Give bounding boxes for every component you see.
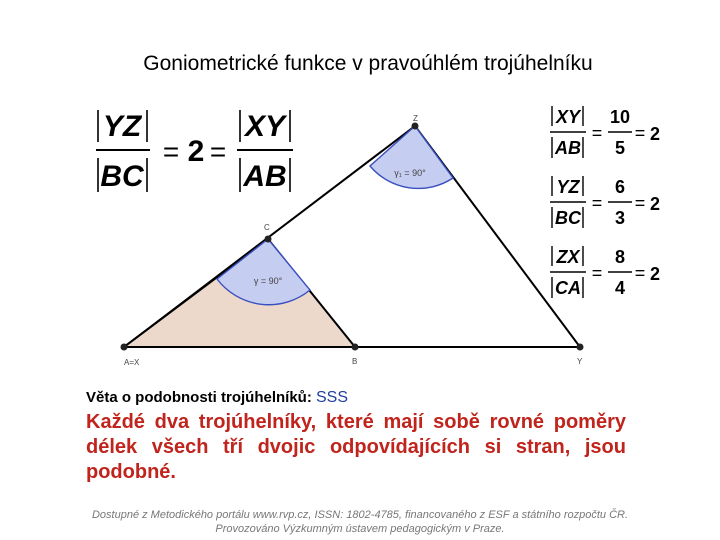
ratio-result: 2 <box>650 124 661 144</box>
big-ratio-left-numerator: YZ <box>102 110 142 143</box>
point-y-label: Y <box>577 357 583 366</box>
footer-line-1: Dostupné z Metodického portálu www.rvp.cz, ISSN: 1802-4785, financovaného z ESF a státního rozpočtu ČR. <box>91 509 629 521</box>
ratio-equals: = <box>634 263 646 283</box>
theorem-label: Věta o podobnosti trojúhelníků: <box>86 389 312 406</box>
big-ratio-right-numerator: XY <box>244 110 286 143</box>
ratio-numerator-value: 10 <box>609 107 631 127</box>
ratio-denominator-label: AB <box>555 138 581 158</box>
ratio-numerator-label: XY <box>555 107 581 127</box>
big-ratio-value: 2 <box>187 135 205 168</box>
point-z <box>412 123 419 130</box>
point-a-x <box>121 344 128 351</box>
point-c-label: C <box>264 223 270 232</box>
big-ratio-equals: = <box>209 136 227 167</box>
page-title: Goniometrické funkce v pravoúhlém trojúhelníku <box>143 52 593 75</box>
ratio-numerator-value: 8 <box>614 247 626 267</box>
ratio-numerator-label: YZ <box>556 177 580 197</box>
ratio-denominator-label: CA <box>555 278 581 298</box>
ratio-result: 2 <box>650 264 661 284</box>
point-c <box>265 236 272 243</box>
point-b-label: B <box>352 357 358 366</box>
ratio-denominator-value: 5 <box>614 138 626 158</box>
big-ratio-equals: = <box>162 136 180 167</box>
big-ratio-right-denominator: AB <box>243 160 287 193</box>
point-b <box>352 344 359 351</box>
big-ratio-formula <box>96 110 293 193</box>
point-a-x-label: A=X <box>124 358 140 367</box>
ratio-equals: = <box>591 193 603 213</box>
big-ratio-left-denominator: BC <box>100 160 144 193</box>
ratio-equals: = <box>591 123 603 143</box>
ratio-denominator-value: 4 <box>614 278 626 298</box>
ratio-equals: = <box>591 263 603 283</box>
theorem-statement: Každé dva trojúhelníky, které mají sobě rovné poměry délek všech tří dvojic odpovídajících si stran, jsou podobné. <box>86 411 626 483</box>
ratio-equals: = <box>634 123 646 143</box>
theorem-name: SSS <box>316 389 349 406</box>
ratio-denominator-value: 3 <box>614 208 626 228</box>
ratio-denominator-label: BC <box>555 208 581 228</box>
point-z-label: Z <box>413 114 418 123</box>
ratio-result: 2 <box>650 194 661 214</box>
footer <box>60 508 660 536</box>
angle-gamma1-arc <box>370 126 453 188</box>
angle-gamma-label: γ = 90° <box>253 276 283 286</box>
angle-gamma1-label: γ₁ = 90° <box>394 168 426 178</box>
point-y <box>577 344 584 351</box>
ratio-numerator-label: ZX <box>556 247 580 267</box>
ratio-numerator-value: 6 <box>614 177 626 197</box>
theorem-line <box>86 389 348 407</box>
ratio-equals: = <box>634 193 646 213</box>
footer-line-2: Provozováno Výzkumným ústavem pedagogickým v Praze. <box>215 523 505 535</box>
ratio-list <box>550 106 660 298</box>
